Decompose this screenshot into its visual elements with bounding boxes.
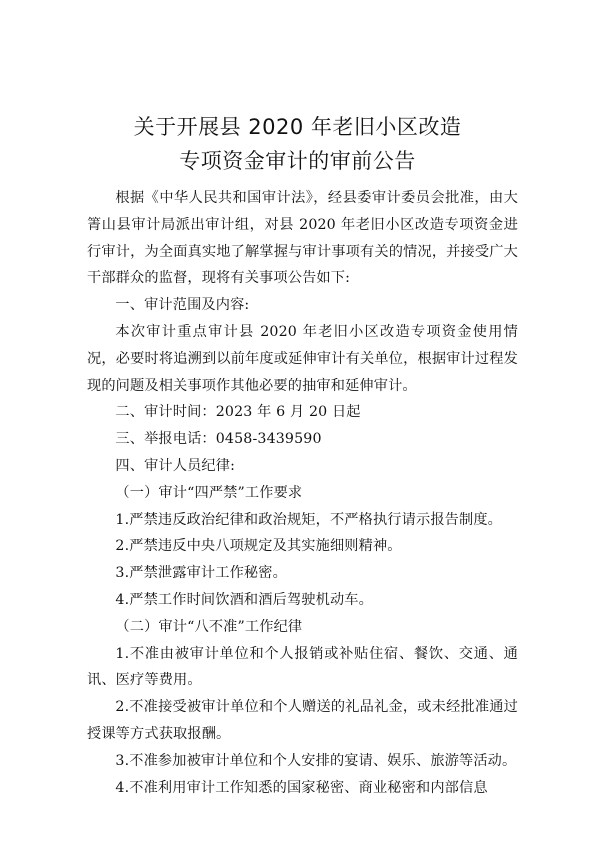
rule-1-2: 2.严禁违反中央八项规定及其实施细则精神。 (115, 538, 402, 555)
title-line-1: 关于开展县 2020 年老旧小区改造 (133, 115, 462, 139)
rule-2-4: 4.不准利用审计工作知悉的国家秘密、商业秘密和内部信息 (115, 779, 488, 796)
title-line-2: 专项资金审计的审前公告 (179, 149, 416, 173)
rule-1-4: 4.严禁工作时间饮酒和酒后驾驶机动车。 (115, 591, 373, 608)
rule-2-3: 3.不准参加被审计单位和个人安排的宴请、娱乐、旅游等活动。 (115, 752, 517, 769)
intro-paragraph: 根据《中华人民共和国审计法》，经县委审计委员会批准，由大箐山县审计局派出审计组，对县 2020 年老旧小区改造专项资金进行审计，为全面真实地了解掌握与审计事项有关的情况，并接受广大干部群众的监督，现将有关事项公告如下: (87, 190, 518, 287)
section-3-hotline: 三、举报电话：0458-3439590 (115, 431, 322, 448)
rule-2-1: 1.不准由被审计单位和个人报销或补贴住宿、餐饮、交通、通讯、医疗等费用。 (87, 645, 518, 689)
rule-1-3: 3.严禁泄露审计工作秘密。 (115, 565, 287, 582)
section-2-time: 二、审计时间：2023 年 6 月 20 日起 (115, 404, 361, 421)
rule-2-2: 2.不准接受被审计单位和个人赠送的礼品礼金，或未经批准通过授课等方式获取报酬。 (87, 699, 518, 742)
section-1-body: 本次审计重点审计县 2020 年老旧小区改造专项资金使用情况，必要时将追溯到以前年度或延伸审计有关单位，根据审计过程发现的问题及相关事项作其他必要的抽审和延伸审计。 (87, 323, 518, 394)
rule-1-1: 1.严禁违反政治纪律和政治规矩，不严格执行请示报告制度。 (115, 511, 503, 528)
document-title (70, 110, 525, 178)
section-1-heading: 一、审计范围及内容: (115, 297, 250, 314)
subsection-2-heading: （二）审计“八不准”工作纪律 (115, 618, 303, 635)
section-4-heading: 四、审计人员纪律: (115, 457, 236, 474)
subsection-1-heading: （一）审计“四严禁”工作要求 (115, 484, 303, 501)
document-body (87, 185, 518, 801)
